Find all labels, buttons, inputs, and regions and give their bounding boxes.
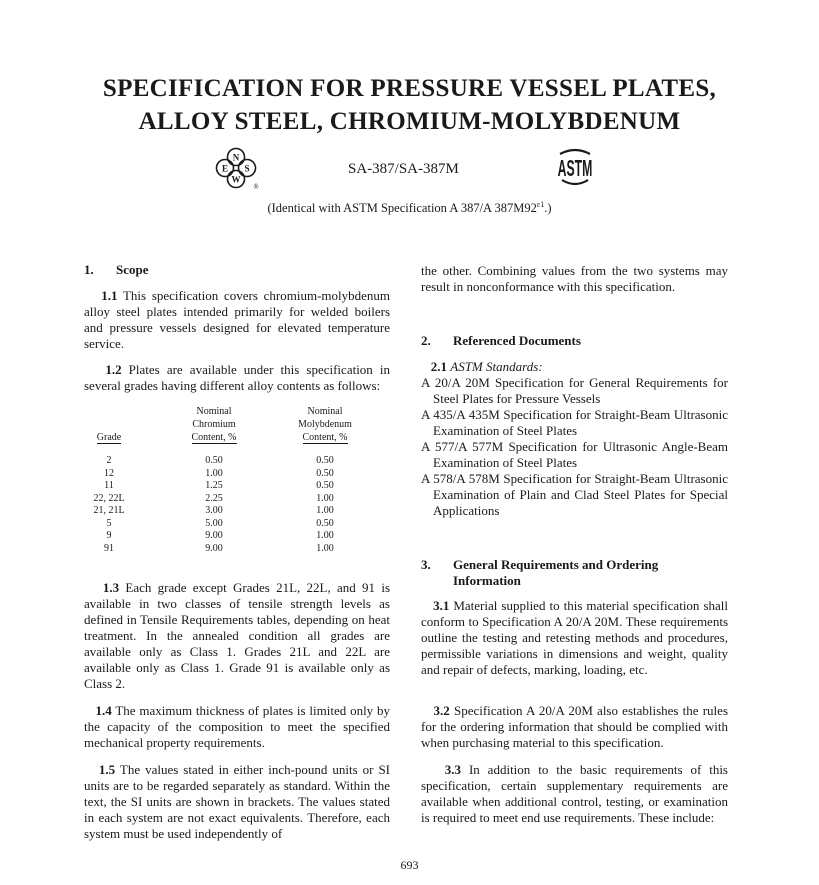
section-2-heading <box>421 333 728 349</box>
paragraph-1-5 <box>84 762 390 842</box>
page-number: 693 <box>400 858 419 872</box>
reference-item: A 577/A 577M Specification for Ultrasonic Angle-Beam Examination of Steel Plates <box>421 439 728 470</box>
paragraph-3-1 <box>421 598 728 678</box>
astm-logo-text: ASTM <box>557 154 593 182</box>
identical-note <box>0 200 819 216</box>
paragraph-1-2-text: Plates are available under this specification in several grades having different alloy contents as follows: <box>84 362 391 393</box>
paragraph-1-5-number: 1.5 <box>98 762 116 777</box>
section-1-heading <box>84 262 390 278</box>
grade-table-cell-grade: 5 <box>106 517 112 529</box>
paragraph-3-3-text: In addition to the basic requirements of this specification, certain supplementary requirements are available when additional control, testing, or examination is required to meet end use requirements. These include: <box>421 762 728 825</box>
designation: SA-387/SA-387M <box>348 161 459 177</box>
section-3-title-line-1: General Requirements and Ordering <box>453 557 659 572</box>
asme-letter-n: N <box>232 152 240 163</box>
grade-table-cell-cr: 1.25 <box>205 480 223 491</box>
grade-table-cell-cr: 9.00 <box>205 542 223 554</box>
paragraph-1-3-number: 1.3 <box>102 580 120 595</box>
grade-table-cell-mo: 1.00 <box>316 492 334 504</box>
section-3-heading <box>421 557 728 589</box>
paragraph-1-3 <box>84 580 390 692</box>
identical-superscript: ε1 <box>536 200 545 209</box>
paragraph-1-4 <box>84 703 390 751</box>
document-title <box>0 72 819 138</box>
paragraph-1-4-text: The maximum thickness of plates is limited only by the capacity of the composition to meet the specified mechanical property requirements. <box>84 703 391 750</box>
asme-letter-e: E <box>221 163 229 174</box>
section-2-number: 2. <box>421 333 431 348</box>
paragraph-3-3-number: 3.3 <box>444 762 462 777</box>
title-line-1: SPECIFICATION FOR PRESSURE VESSEL PLATES, <box>102 75 717 102</box>
grade-table-cell-cr: 2.25 <box>205 492 223 504</box>
reference-item: A 20/A 20M Specification for General Requirements for Steel Plates for Pressure Vessels <box>421 375 728 406</box>
astm-logo-icon <box>552 144 598 190</box>
paragraph-1-1-text: This specification covers chromium-molybdenum alloy steel plates intended primarily for welded boilers and pressure vessels designed for elevated temperature service. <box>84 288 391 351</box>
grade-table-cell-cr: 1.00 <box>205 467 223 479</box>
paragraph-3-3 <box>421 762 728 826</box>
chromium-header: Nominal Chromium Content, % <box>191 406 237 443</box>
subsection-2-1-number: 2.1 <box>430 359 447 374</box>
grade-table-cell-grade: 91 <box>104 542 114 554</box>
paragraph-1-2-number: 1.2 <box>105 362 122 377</box>
section-2-title: Referenced Documents <box>453 333 581 348</box>
grade-table-cell-mo: 1.00 <box>316 530 334 541</box>
grade-table-cell-cr: 0.50 <box>205 455 223 466</box>
paragraph-1-5-text: The values stated in either inch-pound units or SI units are to be regarded separately as standard. Within the text, the SI units are shown in brackets. The values stated in each system are not exact equivalents. Therefore, each system must be used independently of <box>84 762 391 841</box>
reference-item: A 435/A 435M Specification for Straight-Beam Ultrasonic Examination of Steel Plates <box>421 407 728 438</box>
paragraph-3-1-text: Material supplied to this material specification shall conform to Specification A 20/A 20M. These requirements outline the testing and retesting methods and procedures, permissible variations in dimensions and weight, quality and repair of defects, marking, loading, etc. <box>421 598 729 677</box>
asme-letter-s: S <box>244 163 250 174</box>
identical-suffix: .) <box>544 201 552 216</box>
title-line-2: ALLOY STEEL, CHROMIUM-MOLYBDENUM <box>138 108 681 135</box>
reference-item: A 578/A 578M Specification for Straight-Beam Ultrasonic Examination of Plain and Clad Steel Plates for Special Applications <box>421 471 728 518</box>
grade-table-cell-mo: 0.50 <box>316 467 334 479</box>
grade-table-cell-cr: 5.00 <box>205 517 223 529</box>
paragraph-1-1 <box>84 288 390 352</box>
referenced-documents-list <box>421 375 728 519</box>
subsection-2-1 <box>421 359 728 375</box>
subsection-2-1-title: ASTM Standards: <box>450 359 543 374</box>
paragraph-3-2-text: Specification A 20/A 20M also establishes the rules for the ordering information that should be complied with when purchasing material to this specification. <box>421 703 728 750</box>
grade-table-cell-cr: 9.00 <box>205 530 223 541</box>
molybdenum-header: Nominal Molybdenum Content, % <box>298 406 352 443</box>
identical-prefix: (Identical with ASTM Specification A 387/A 387M92 <box>267 201 537 216</box>
paragraph-1-3-text: Each grade except Grades 21L, 22L, and 91 is available in two classes of tensile strength levels as defined in Tensile Requirements tables, depending on heat treatment. In the annealed condition all grades are available only as Class 1. Grades 21L and 22L are available only as Class 1. Grade 91 is available only as Class 2. <box>84 580 391 691</box>
paragraph-1-1-number: 1.1 <box>101 288 118 303</box>
section-1-number: 1. <box>84 262 94 277</box>
grade-table-cell-mo: 0.50 <box>316 455 334 466</box>
paragraph-1-2 <box>84 362 390 394</box>
grade-table-cell-grade: 12 <box>104 467 114 479</box>
grade-table-cell-grade: 9 <box>106 530 112 541</box>
paragraph-1-4-number: 1.4 <box>95 703 112 718</box>
grade-table-cell-grade: 22, 22L <box>93 492 125 504</box>
asme-registered-mark: ® <box>253 183 259 191</box>
grade-table-cell-mo: 0.50 <box>316 517 334 529</box>
grade-table-cell-grade: 2 <box>106 455 112 466</box>
section-3-number: 3. <box>421 557 431 572</box>
grade-table-cell-mo: 0.50 <box>316 480 334 491</box>
grade-table-cell-mo: 1.00 <box>316 542 334 554</box>
paragraph-3-2 <box>421 703 728 751</box>
grade-table-cell-grade: 21, 21L <box>93 505 125 516</box>
paragraph-1-5-continued: the other. Combining values from the two systems may result in nonconformance with this specification. <box>421 263 728 294</box>
section-3-title-line-2: Information <box>453 573 521 588</box>
section-1-title: Scope <box>116 262 149 277</box>
asme-letter-w: W <box>231 174 241 185</box>
grade-header: Grade <box>96 432 122 443</box>
paragraph-3-1-number: 3.1 <box>433 598 450 613</box>
grade-table-cell-mo: 1.00 <box>316 505 334 516</box>
grade-table-cell-grade: 11 <box>104 480 114 491</box>
asme-seal-icon <box>214 147 262 191</box>
grade-table-cell-cr: 3.00 <box>205 505 223 516</box>
paragraph-3-2-number: 3.2 <box>433 703 450 718</box>
